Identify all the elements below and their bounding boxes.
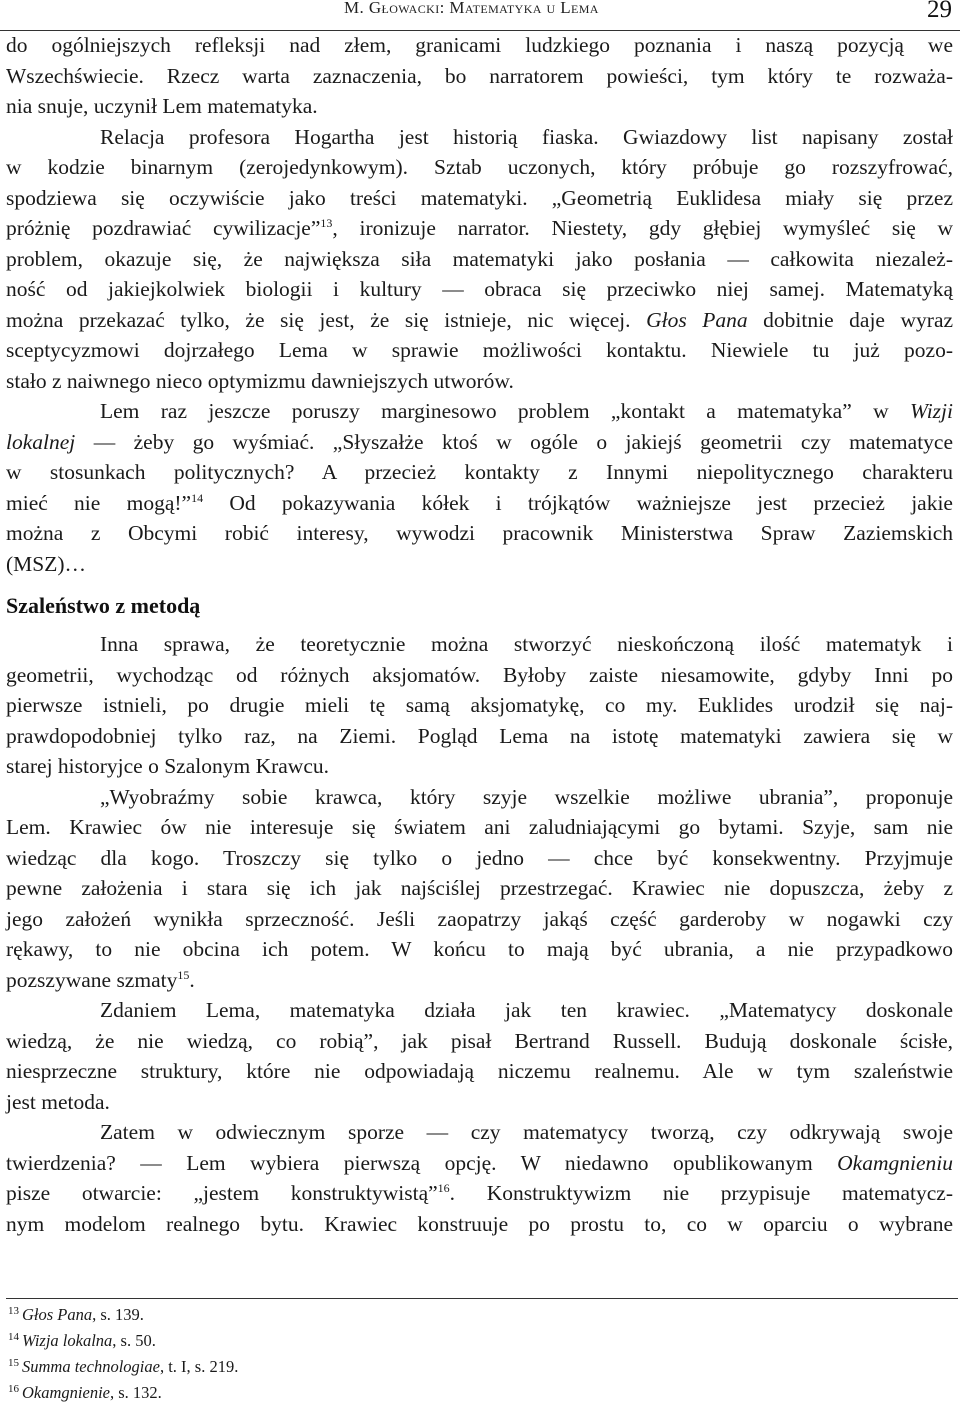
text-span: . <box>189 967 195 992</box>
book-title: lokalnej <box>6 429 76 454</box>
text-span: mieć nie mogą!” <box>6 490 192 515</box>
text-line <box>6 1178 953 1209</box>
text-line <box>6 1148 953 1179</box>
text-span: — żeby go wyśmiać. „Słyszałże ktoś w ogóle o jakiejś geometrii czy matematyce <box>93 429 954 454</box>
text-line: „Wyobraźmy sobie krawca, który szyje wszelkie możliwe ubrania”, proponuje <box>100 784 953 809</box>
footnote-15 <box>8 1354 608 1380</box>
text-line: starej historyjce o Szalonym Krawcu. <box>6 754 330 778</box>
text-line: do ogólniejszych refleksji nad złem, granicami ludzkiego poznania i naszą pozycją we <box>6 33 953 57</box>
text-line: Zatem w odwiecznym sporze — czy matematycy tworzą, czy odkrywają swoje <box>100 1120 953 1144</box>
book-title: Głos Pana <box>646 307 748 332</box>
footnote-text: , t. I, s. 219. <box>159 1357 239 1376</box>
footnote-number: 15 <box>8 1356 19 1369</box>
text-line: Zdaniem Lema, matematyka działa jak ten krawiec. „Matematycy doskonale <box>100 998 953 1022</box>
text-line: Wszechświecie. Rzecz warta zaznaczenia, bo narratorem powieści, tym który te rozważa- <box>6 63 953 88</box>
text-line: pewne założenia i stara się ich jak najściślej przestrzegać. Krawiec nie dopuszcza, żeby z <box>6 876 953 900</box>
text-line: problem, okazuje się, że największa siła matematyki jako posłania — całkowita niezależ- <box>6 246 953 271</box>
text-span: dobitnie daje wyraz <box>763 307 954 332</box>
footnote-ref-14[interactable]: 14 <box>191 490 204 505</box>
text-line: stało z naiwnego nieco optymizmu dawniejszych utworów. <box>6 368 514 393</box>
text-span: Od pokazywania kółek i trójkątów ważniejsze jest przecież jakie <box>229 490 953 515</box>
footnote-text: , s. 132. <box>109 1383 162 1402</box>
text-line: rękawy, to nie obcina ich potem. W końcu to mają być ubrania, a nie przypadkowo <box>6 937 953 961</box>
footnote-divider <box>6 1298 958 1299</box>
text-line: Inna sprawa, że teoretycznie można stworzyć nieskończoną ilość matematyk i <box>100 632 953 656</box>
footnote-title: Okamgnienie <box>22 1383 110 1402</box>
text-line: jest metoda. <box>6 1089 110 1114</box>
footnote-13 <box>8 1302 608 1328</box>
page-body <box>6 30 953 1239</box>
footnote-text: , s. 50. <box>112 1331 156 1350</box>
footnote-ref-13[interactable]: 13 <box>320 215 333 230</box>
text-line: ność od jakiejkolwiek biologii i kultury — obraca się przeciwko niej samej. Matematyką <box>6 277 953 301</box>
section-heading: Szaleństwo z metodą <box>6 593 201 618</box>
text-line <box>6 213 953 244</box>
page-header <box>0 0 960 31</box>
footnote-ref-15[interactable]: 15 <box>177 967 190 982</box>
text-span: Lem raz jeszcze poruszy marginesowo problem „kontakt a matematyka” w <box>100 399 889 423</box>
text-line <box>6 488 953 519</box>
footnote-number: 14 <box>8 1330 19 1343</box>
text-line: sceptycyzmowi dojrzałego Lema w sprawie możliwości kontaktu. Niewiele tu już pozo- <box>6 338 953 362</box>
running-title: M. Głowacki: Matematyka u Lema <box>344 0 599 17</box>
text-line: spodziewa się oczywiście jako treści matematyki. „Geometrią Euklidesa miały się przez <box>6 185 953 210</box>
text-line <box>6 427 953 458</box>
book-title: Okamgnieniu <box>837 1150 953 1175</box>
text-line <box>6 396 953 427</box>
text-span: pisze otwarcie: „jestem konstruktywistą” <box>6 1181 438 1205</box>
text-line: Lem. Krawiec ów nie interesuje się światem ani zaludniającymi go bytami. Szyje, sam nie <box>6 815 953 839</box>
text-line: można z Obcymi robić interesy, wywodzi pracownik Ministerstwa Spraw Zaziemskich <box>6 521 953 545</box>
text-span: . Konstruktywizm nie przypisuje matematycz- <box>449 1181 953 1205</box>
footnote-title: Summa technologiae <box>22 1357 160 1376</box>
text-line: nia snuje, uczynił Lem matematyka. <box>6 94 318 118</box>
footnote-14 <box>8 1328 608 1354</box>
text-line: nym modelom realnego bytu. Krawiec konstruuje po prostu to, co w oparciu o wybrane <box>6 1211 953 1236</box>
text-line: Relacja profesora Hogartha jest historią fiaska. Gwiazdowy list napisany został <box>100 124 953 149</box>
text-line: w kodzie binarnym (zerojedynkowym). Sztab uczonych, który próbuje go rozszyfrować, <box>6 155 953 179</box>
book-title: Wizji <box>909 399 953 423</box>
footnotes <box>8 1302 608 1406</box>
text-span: próżnię pozdrawiać cywilizacje” <box>6 216 321 240</box>
text-line: prawdopodobniej tylko raz, na Ziemi. Pogląd Lema na istotę matematyki zawiera się w <box>6 723 953 748</box>
text-span: twierdzenia? — Lem wybiera pierwszą opcję. W niedawno opublikowanym <box>6 1150 813 1175</box>
footnote-16 <box>8 1380 608 1406</box>
text-span: , ironizuje narrator. Niestety, gdy głębiej wymyśleć się w <box>332 216 953 240</box>
footnote-title: Głos Pana <box>22 1305 93 1324</box>
text-span: pozszywane szmaty <box>6 967 178 992</box>
footnote-title: Wizja lokalna <box>22 1331 113 1350</box>
text-span: można przekazać tylko, że się jest, że się istnieje, nic więcej. <box>6 307 631 332</box>
footnote-number: 13 <box>8 1304 19 1317</box>
text-line: wiedząc dla kogo. Troszczy się tylko o jedno — chce być konsekwentny. Przyjmuje <box>6 845 953 870</box>
footnote-text: , s. 139. <box>92 1305 144 1324</box>
page-number: 29 <box>927 0 952 23</box>
text-line <box>6 305 953 336</box>
text-line: wiedzą, że nie wiedzą, co robią”, jak pisał Bertrand Russell. Budują doskonale ścisłe, <box>6 1028 953 1053</box>
text-line: w stosunkach politycznych? A przecież kontakty z Innymi niepolitycznego charakteru <box>6 460 953 484</box>
text-line: (MSZ)… <box>6 551 87 576</box>
text-line <box>6 965 953 996</box>
footnote-number: 16 <box>8 1382 19 1395</box>
text-line: geometrii, wychodząc od różnych aksjomatów. Byłoby zaiste niesamowite, gdyby Inni po <box>6 662 953 687</box>
text-line: pierwsze istnieli, po drugie mieli tę samą aksjomatykę, co my. Euklides urodził się naj- <box>6 693 953 717</box>
text-line: jego założeń wynikła sprzeczność. Jeśli zaopatrzy jakąś część garderoby w nogawki czy <box>6 906 953 931</box>
text-line: niesprzeczne struktury, które nie odpowiadają niczemu realnemu. Ale w tym szaleństwie <box>6 1059 953 1083</box>
footnote-ref-16[interactable]: 16 <box>437 1180 450 1195</box>
